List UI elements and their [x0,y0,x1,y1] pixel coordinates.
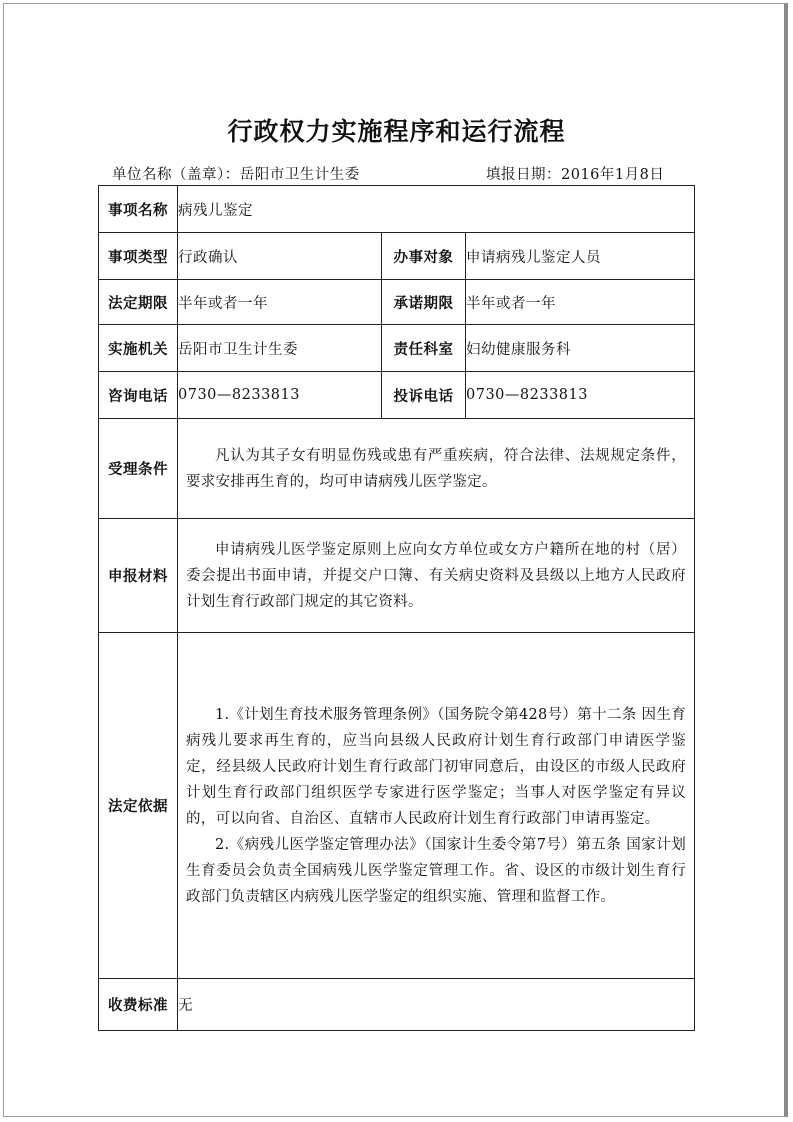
row-materials [99,519,695,633]
label-fee: 收费标准 [99,979,178,1031]
value-fee: 无 [178,979,695,1031]
value-consult-phone: 0730—8233813 [178,372,382,419]
label-legal-basis: 法定依据 [99,633,178,979]
page-title: 行政权力实施程序和运行流程 [227,117,566,146]
row-periods [99,280,695,325]
value-complaint-phone: 0730—8233813 [466,372,695,419]
label-target: 办事对象 [382,233,466,280]
label-complaint-phone: 投诉电话 [382,372,466,419]
conditions-text: 凡认为其子女有明显伤残或患有严重疾病，符合法律、法规规定条件，要求安排再生育的，均可申请病残儿医学鉴定。 [186,447,687,490]
label-conditions: 受理条件 [99,419,178,519]
unit-name: 单位名称（盖章）：岳阳市卫生计生委 [112,167,360,183]
row-item-name [99,186,695,233]
label-materials: 申报材料 [99,519,178,633]
value-conditions-cell [178,419,695,519]
process-form-table [98,185,695,1031]
value-legal-period: 半年或者一年 [178,280,382,325]
value-materials-cell [178,519,695,633]
legal-basis-paragraph-2: 2.《病残儿医学鉴定管理办法》（国家计生委令第7号）第五条 国家计划生育委员会负责全国病残儿医学鉴定管理工作。省、设区的市级计划生育行政部门负责辖区内病残儿医学鉴定的组织实施、管理和监督工作。 [186,836,687,905]
label-item-name: 事项名称 [99,186,178,233]
materials-text: 申请病残儿医学鉴定原则上应向女方单位或女方户籍所在地的村（居）委会提出书面申请，并提交户口簿、有关病史资料及县级以上地方人民政府计划生育行政部门规定的其它资料。 [186,541,687,610]
label-agency: 实施机关 [99,325,178,372]
label-department: 责任科室 [382,325,466,372]
value-item-type: 行政确认 [178,233,382,280]
row-legal-basis [99,633,695,979]
value-legal-basis-cell [178,633,695,979]
row-phones [99,372,695,419]
label-legal-period: 法定期限 [99,280,178,325]
label-promised-period: 承诺期限 [382,280,466,325]
value-target: 申请病残儿鉴定人员 [466,233,695,280]
value-promised-period: 半年或者一年 [466,280,695,325]
legal-basis-paragraph-1: 1.《计划生育技术服务管理条例》（国务院令第428号）第十二条 因生育病残儿要求再生育的，应当向县级人民政府计划生育行政部门申请医学鉴定，经县级人民政府计划生育行政部门初审同意后，由设区的市级人民政府计划生育行政部门组织医学专家进行医学鉴定；当事人对医学鉴定有异议的，可以向省、自治区、直辖市人民政府计划生育行政部门申请再鉴定。 [186,706,687,827]
value-department: 妇幼健康服务科 [466,325,695,372]
label-item-type: 事项类型 [99,233,178,280]
value-item-name: 病残儿鉴定 [178,186,695,233]
row-fee [99,979,695,1031]
row-conditions [99,419,695,519]
row-agency [99,325,695,372]
report-date: 填报日期：2016年1月8日 [486,167,665,183]
label-consult-phone: 咨询电话 [99,372,178,419]
value-agency: 岳阳市卫生计生委 [178,325,382,372]
row-item-type [99,233,695,280]
